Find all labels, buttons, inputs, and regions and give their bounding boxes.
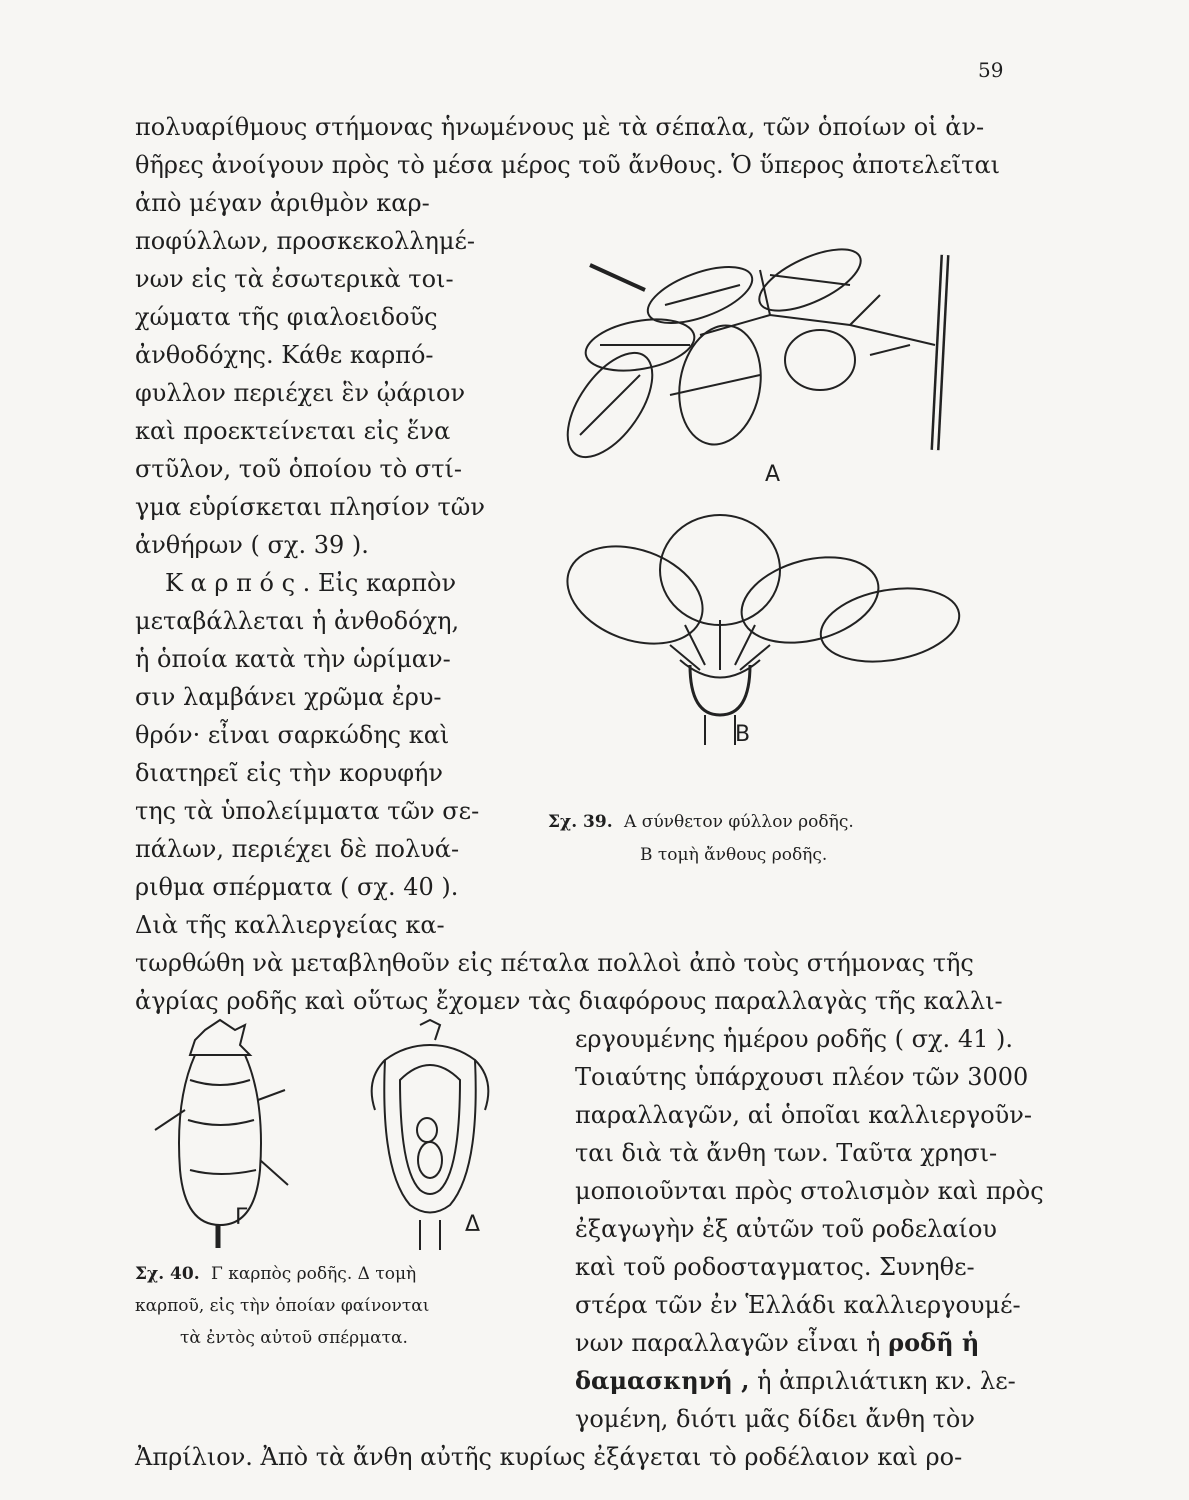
- body-line: ἐξαγωγὴν ἐξ αὐτῶν τοῦ ροδελαίου: [575, 1215, 998, 1243]
- rose-flower-section-illustration: [560, 505, 990, 745]
- body-line: Ἀπρίλιον. Ἀπὸ τὰ ἄνθη αὐτῆς κυρίως ἐξάγεται τὸ ροδέλαιον καὶ ρο-: [135, 1443, 963, 1471]
- figure40-caption-text: Γ καρπὸς ροδῆς. Δ τομὴ: [211, 1264, 417, 1284]
- body-line: πάλων, περιέχει δὲ πολυά-: [135, 835, 460, 863]
- body-line: σιν λαμβάνει χρῶμα ἐρυ-: [135, 683, 442, 711]
- body-line: της τὰ ὑπολείμματα τῶν σε-: [135, 797, 480, 825]
- figure39-caption-line2: B τομὴ ἄνθους ροδῆς.: [640, 845, 828, 865]
- body-line: παραλλαγῶν, αἱ ὁποῖαι καλλιεργοῦν-: [575, 1101, 1032, 1129]
- figure-label-b: B: [735, 722, 751, 747]
- figure39-caption-text: A σύνθετον φύλλον ροδῆς.: [624, 812, 854, 832]
- body-line: γμα εὑρίσκεται πλησίον τῶν: [135, 493, 485, 521]
- body-line: ἡ ὁποία κατὰ τὴν ὡρίμαν-: [135, 645, 451, 673]
- body-line: ἀπὸ μέγαν ἀριθμὸν καρ-: [135, 189, 430, 217]
- figure39-caption: [548, 812, 854, 832]
- bold-term: δαμασκηνή ,: [575, 1366, 750, 1395]
- rose-hip-illustration: [150, 1020, 290, 1250]
- body-line: [575, 1366, 1016, 1396]
- bold-term: ροδῆ ἡ: [888, 1328, 980, 1357]
- page-number: 59: [978, 58, 1004, 82]
- body-line: καὶ τοῦ ροδοσταγματος. Συνηθε-: [575, 1253, 975, 1281]
- body-line: πολυαρίθμους στήμονας ἡνωμένους μὲ τὰ σέπαλα, τῶν ὁποίων οἱ ἀν-: [135, 113, 985, 141]
- figure39-caption-label: Σχ. 39.: [548, 812, 613, 832]
- body-line: ποφύλλων, προσκεκολλημέ-: [135, 227, 475, 255]
- body-line: τωρθώθη νὰ μεταβληθοῦν εἰς πέταλα πολλοὶ ἀπὸ τοὺς στήμονας τῆς: [135, 949, 974, 977]
- body-line: διατηρεῖ εἰς τὴν κορυφήν: [135, 759, 444, 787]
- body-line: χώματα τῆς φιαλοειδοῦς: [135, 303, 438, 331]
- body-line: μοποιοῦνται πρὸς στολισμὸν καὶ πρὸς: [575, 1177, 1044, 1205]
- body-line: ἀνθήρων ( σχ. 39 ).: [135, 531, 369, 559]
- figure40-caption: [135, 1264, 416, 1284]
- section-heading: Κ α ρ π ό ς .: [165, 569, 311, 597]
- body-line: γομένη, διότι μᾶς δίδει ἄνθη τὸν: [575, 1405, 975, 1433]
- body-text: Εἰς καρπὸν: [317, 569, 457, 597]
- figure40-caption-label: Σχ. 40.: [135, 1264, 200, 1284]
- figure40-caption-line3: τὰ ἐντὸς αὐτοῦ σπέρματα.: [180, 1328, 408, 1348]
- body-line: Τοιαύτης ὑπάρχουσι πλέον τῶν 3000: [575, 1063, 1029, 1091]
- body-line: ριθμα σπέρματα ( σχ. 40 ).: [135, 873, 459, 901]
- body-line: στέρα τῶν ἐν Ἑλλάδι καλλιεργουμέ-: [575, 1291, 1021, 1319]
- body-line: ἀγρίας ροδῆς καὶ οὕτως ἔχομεν τὰς διαφόρους παραλλαγὰς τῆς καλλι-: [135, 987, 1003, 1015]
- body-line: [575, 1328, 979, 1358]
- body-line: ται διὰ τὰ ἄνθη των. Ταῦτα χρησι-: [575, 1139, 998, 1167]
- rose-leaf-illustration: [550, 235, 990, 475]
- figure40-caption-line2: καρποῦ, εἰς τὴν ὁποίαν φαίνονται: [135, 1296, 430, 1316]
- section-line: [165, 568, 456, 598]
- body-line: θῆρες ἀνοίγουν πρὸς τὸ μέσα μέρος τοῦ ἄνθους. Ὁ ὕπερος ἀποτελεῖται: [135, 151, 1001, 179]
- figure-label-a: A: [765, 462, 781, 487]
- body-line: μεταβάλλεται ἡ ἀνθοδόχη,: [135, 607, 460, 635]
- body-line: στῦλον, τοῦ ὁποίου τὸ στί-: [135, 455, 462, 483]
- body-line: ἀνθοδόχης. Κάθε καρπό-: [135, 341, 434, 369]
- body-line: νων εἰς τὰ ἐσωτερικὰ τοι-: [135, 265, 454, 293]
- figure-label-g: Γ: [235, 1205, 248, 1230]
- body-text: νων παραλλαγῶν εἶναι ἡ: [575, 1329, 881, 1357]
- body-line: φυλλον περιέχει ἓν ᾠάριον: [135, 379, 466, 407]
- body-line: καὶ προεκτείνεται εἰς ἕνα: [135, 417, 451, 445]
- body-line: θρόν· εἶναι σαρκώδης καὶ: [135, 721, 450, 749]
- body-text: ἡ ἀπριλιάτικη κν. λε-: [757, 1367, 1016, 1395]
- body-line: Διὰ τῆς καλλιεργείας κα-: [135, 911, 445, 939]
- body-line: εργουμένης ἡμέρου ροδῆς ( σχ. 41 ).: [575, 1025, 1013, 1053]
- figure-label-d: Δ: [465, 1212, 481, 1237]
